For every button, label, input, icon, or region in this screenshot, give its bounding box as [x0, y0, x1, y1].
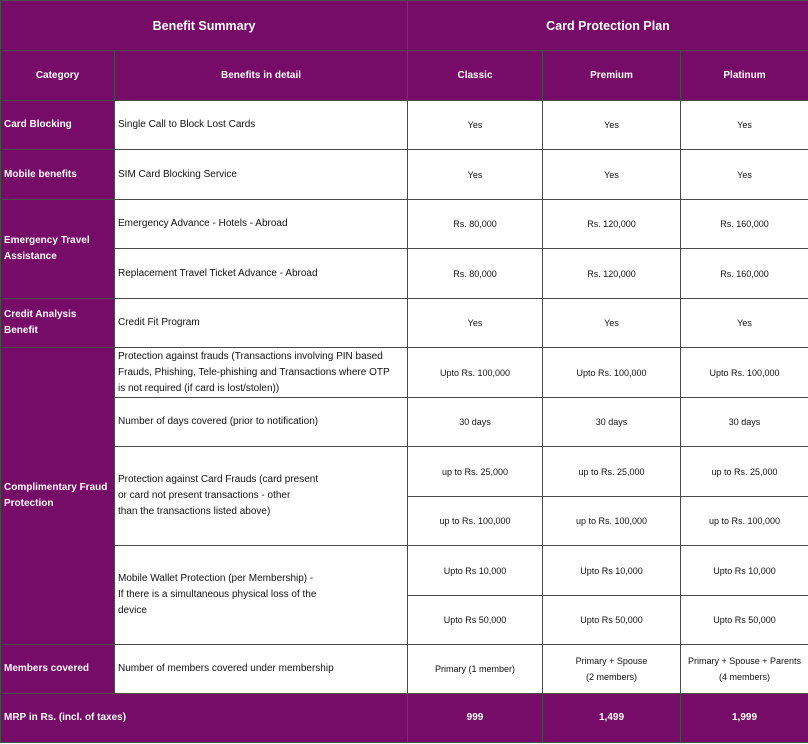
card-protection-plan-header: Card Protection Plan: [408, 1, 808, 51]
benefit-cell: Number of members covered under membership: [115, 645, 408, 694]
classic-value: 30 days: [408, 398, 543, 447]
premium-value: Upto Rs 50,000: [543, 596, 681, 645]
benefit-line: or card not present transactions - other: [118, 490, 291, 501]
premium-value: up to Rs. 100,000: [543, 497, 681, 546]
classic-value: up to Rs. 100,000: [408, 497, 543, 546]
classic-value: Primary (1 member): [408, 645, 543, 694]
premium-value: Upto Rs 10,000: [543, 546, 681, 596]
platinum-value: Yes: [681, 101, 808, 150]
category-cell-fraud-protection: [1, 348, 115, 645]
benefit-summary-header: Benefit Summary: [1, 1, 408, 51]
platinum-column-header: Platinum: [681, 51, 808, 101]
table-row: [1, 249, 808, 299]
category-cell-mobile-benefits: Mobile benefits: [1, 150, 115, 200]
premium-value: 30 days: [543, 398, 681, 447]
benefit-cell: Credit Fit Program: [115, 299, 408, 348]
premium-value: Yes: [543, 150, 681, 200]
table-row: [1, 645, 808, 694]
benefit-line: Protection against Card Frauds (card present: [118, 474, 319, 485]
platinum-value: 30 days: [681, 398, 808, 447]
category-line: Credit Analysis: [4, 309, 77, 320]
premium-column-header: Premium: [543, 51, 681, 101]
table-row: [1, 546, 808, 596]
value-line: (4 members): [718, 672, 770, 682]
mrp-row: [1, 694, 808, 743]
premium-value: up to Rs. 25,000: [543, 447, 681, 497]
category-cell-emergency-travel: [1, 200, 115, 299]
premium-value: Yes: [543, 299, 681, 348]
table-row: [1, 348, 808, 398]
benefit-line: device: [118, 605, 147, 616]
premium-value: [543, 645, 681, 694]
benefit-cell: [115, 546, 408, 645]
benefit-cell: Replacement Travel Ticket Advance - Abroad: [115, 249, 408, 299]
category-line: Protection: [4, 498, 54, 509]
platinum-value: Rs. 160,000: [681, 249, 808, 299]
benefit-cell: [115, 447, 408, 546]
classic-value: Upto Rs 50,000: [408, 596, 543, 645]
platinum-value: Upto Rs 10,000: [681, 546, 808, 596]
platinum-value: Yes: [681, 150, 808, 200]
benefit-line: Protection against frauds (Transactions involving PIN based: [118, 350, 383, 362]
table-row: [1, 150, 808, 200]
classic-value: Yes: [408, 150, 543, 200]
benefit-cell: SIM Card Blocking Service: [115, 150, 408, 200]
benefit-line: is not required (if card is lost/stolen)): [118, 382, 280, 394]
classic-value: Rs. 80,000: [408, 200, 543, 249]
premium-value: Upto Rs. 100,000: [543, 348, 681, 398]
category-cell-credit-analysis: [1, 299, 115, 348]
value-line: Primary + Spouse: [575, 656, 648, 666]
premium-value: Rs. 120,000: [543, 200, 681, 249]
benefit-line: Mobile Wallet Protection (per Membership) -: [118, 573, 314, 584]
platinum-value: Upto Rs. 100,000: [681, 348, 808, 398]
classic-value: up to Rs. 25,000: [408, 447, 543, 497]
mrp-premium: 1,499: [543, 694, 681, 743]
value-line: (2 members): [585, 672, 637, 682]
classic-value: Yes: [408, 101, 543, 150]
value-line: Primary + Spouse + Parents: [687, 656, 802, 666]
platinum-value: Yes: [681, 299, 808, 348]
benefit-cell: Emergency Advance - Hotels - Abroad: [115, 200, 408, 249]
table-row: [1, 101, 808, 150]
table-row: [1, 200, 808, 249]
classic-column-header: Classic: [408, 51, 543, 101]
table-row: [1, 299, 808, 348]
category-cell-card-blocking: Card Blocking: [1, 101, 115, 150]
platinum-value: up to Rs. 25,000: [681, 447, 808, 497]
mrp-classic: 999: [408, 694, 543, 743]
category-line: Assistance: [4, 251, 57, 262]
benefits-column-header: Benefits in detail: [115, 51, 408, 101]
benefit-line: If there is a simultaneous physical loss of the: [118, 589, 317, 600]
category-line: Benefit: [4, 325, 38, 336]
benefit-line: than the transactions listed above): [118, 506, 271, 517]
classic-value: Yes: [408, 299, 543, 348]
category-column-header: Category: [1, 51, 115, 101]
category-line: Complimentary Fraud: [4, 482, 108, 493]
category-line: Emergency Travel: [4, 235, 90, 246]
platinum-value: up to Rs. 100,000: [681, 497, 808, 546]
classic-value: Rs. 80,000: [408, 249, 543, 299]
premium-value: Rs. 120,000: [543, 249, 681, 299]
platinum-value: Rs. 160,000: [681, 200, 808, 249]
classic-value: Upto Rs 10,000: [408, 546, 543, 596]
table-row: [1, 447, 808, 497]
platinum-value: [681, 645, 808, 694]
platinum-value: Upto Rs 50,000: [681, 596, 808, 645]
classic-value: Upto Rs. 100,000: [408, 348, 543, 398]
benefit-cell: Single Call to Block Lost Cards: [115, 101, 408, 150]
benefit-cell: [115, 348, 408, 398]
mrp-platinum: 1,999: [681, 694, 808, 743]
mrp-label: MRP in Rs. (incl. of taxes): [1, 694, 408, 743]
benefit-cell: Number of days covered (prior to notification): [115, 398, 408, 447]
benefit-line: Frauds, Phishing, Tele-phishing and Transactions where OTP: [118, 366, 390, 378]
table-row: [1, 398, 808, 447]
premium-value: Yes: [543, 101, 681, 150]
category-cell-members-covered: Members covered: [1, 645, 115, 694]
